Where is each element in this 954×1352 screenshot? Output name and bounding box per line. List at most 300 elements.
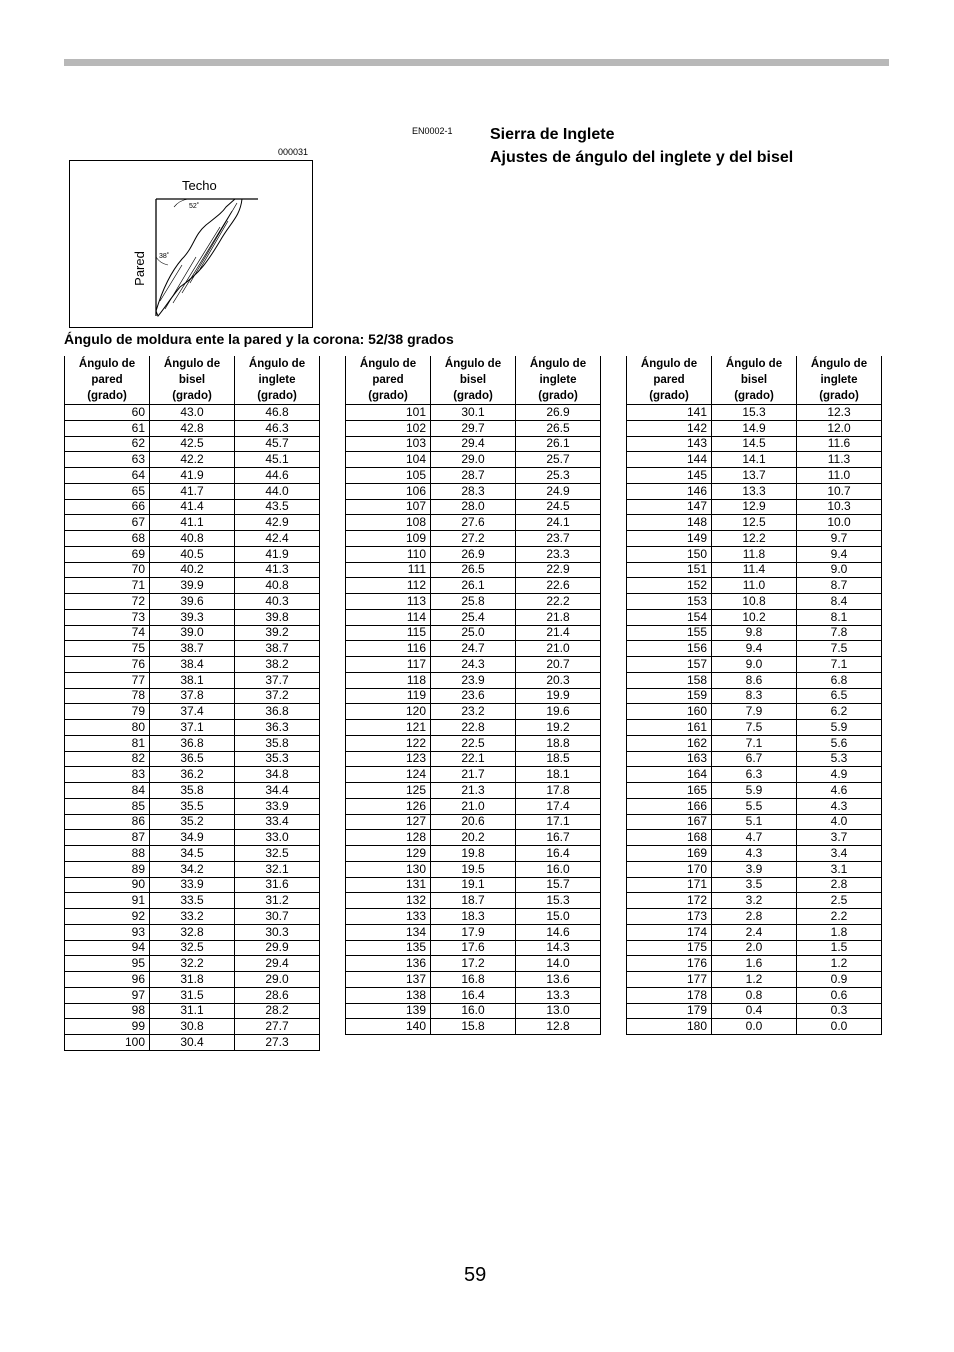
miter-angle-cell: 21.8 — [516, 609, 601, 625]
wall-angle-cell: 140 — [346, 1019, 431, 1035]
bevel-angle-cell: 12.2 — [712, 531, 797, 547]
wall-angle-cell: 116 — [346, 641, 431, 657]
bevel-angle-cell: 41.7 — [150, 483, 235, 499]
header-line: Ángulo de — [725, 358, 783, 370]
table-row — [627, 483, 882, 499]
wall-angle-cell: 100 — [65, 1035, 150, 1051]
bevel-angle-cell: 11.4 — [712, 562, 797, 578]
wall-angle-cell: 120 — [346, 704, 431, 720]
wall-angle-cell: 176 — [627, 956, 712, 972]
wall-angle-cell: 107 — [346, 499, 431, 515]
wall-angle-cell: 144 — [627, 452, 712, 468]
miter-angle-cell: 38.7 — [235, 641, 320, 657]
miter-angle-cell: 6.8 — [797, 672, 882, 688]
wall-angle-cell: 87 — [65, 830, 150, 846]
wall-angle-cell: 63 — [65, 452, 150, 468]
miter-angle-cell: 18.5 — [516, 751, 601, 767]
header-line: bisel — [740, 374, 768, 386]
bevel-angle-cell: 2.4 — [712, 924, 797, 940]
bevel-angle-cell: 34.2 — [150, 861, 235, 877]
miter-angle-cell: 45.7 — [235, 436, 320, 452]
wall-angle-cell: 153 — [627, 594, 712, 610]
table-row — [65, 578, 320, 594]
miter-angle-header — [797, 356, 882, 405]
bevel-angle-cell: 0.8 — [712, 987, 797, 1003]
bevel-angle-cell: 21.0 — [431, 798, 516, 814]
table-row — [627, 1003, 882, 1019]
wall-angle-cell: 68 — [65, 531, 150, 547]
miter-angle-cell: 29.4 — [235, 956, 320, 972]
table-row — [65, 720, 320, 736]
table-row — [346, 515, 601, 531]
miter-angle-cell: 32.5 — [235, 846, 320, 862]
wall-angle-cell: 169 — [627, 846, 712, 862]
miter-angle-cell: 25.3 — [516, 468, 601, 484]
bevel-angle-cell: 18.7 — [431, 893, 516, 909]
bevel-angle-cell: 8.3 — [712, 688, 797, 704]
miter-angle-cell: 24.1 — [516, 515, 601, 531]
table-row — [65, 657, 320, 673]
miter-angle-cell: 0.9 — [797, 972, 882, 988]
wall-angle-cell: 131 — [346, 877, 431, 893]
wall-angle-cell: 73 — [65, 609, 150, 625]
wall-angle-cell: 168 — [627, 830, 712, 846]
table-row — [346, 909, 601, 925]
wall-angle-cell: 142 — [627, 420, 712, 436]
bevel-angle-cell: 39.9 — [150, 578, 235, 594]
bevel-angle-cell: 5.5 — [712, 798, 797, 814]
header-line: (grado) — [87, 390, 127, 402]
table-row — [65, 1035, 320, 1051]
wall-angle-cell: 115 — [346, 625, 431, 641]
table-row — [627, 909, 882, 925]
bevel-angle-cell: 35.5 — [150, 798, 235, 814]
bevel-angle-cell: 12.5 — [712, 515, 797, 531]
table-row — [627, 704, 882, 720]
bevel-angle-header — [431, 356, 516, 405]
header-line: pared — [653, 374, 685, 386]
bevel-angle-cell: 19.1 — [431, 877, 516, 893]
wall-angle-cell: 132 — [346, 893, 431, 909]
bevel-angle-cell: 34.9 — [150, 830, 235, 846]
table-row — [65, 562, 320, 578]
wall-angle-cell: 103 — [346, 436, 431, 452]
miter-angle-cell: 22.6 — [516, 578, 601, 594]
miter-angle-cell: 9.7 — [797, 531, 882, 547]
header-line: inglete — [258, 374, 296, 386]
table-row — [346, 1019, 601, 1035]
table-row — [627, 452, 882, 468]
wall-angle-cell: 114 — [346, 609, 431, 625]
bevel-angle-cell: 36.2 — [150, 767, 235, 783]
table-row — [346, 830, 601, 846]
bevel-angle-cell: 27.2 — [431, 531, 516, 547]
bevel-angle-cell: 24.7 — [431, 641, 516, 657]
table-row — [65, 924, 320, 940]
table-row — [346, 672, 601, 688]
bevel-angle-cell: 17.6 — [431, 940, 516, 956]
bevel-angle-cell: 11.0 — [712, 578, 797, 594]
table-row — [65, 956, 320, 972]
wall-angle-cell: 150 — [627, 546, 712, 562]
table-row — [627, 1019, 882, 1035]
bevel-angle-cell: 0.4 — [712, 1003, 797, 1019]
wall-angle-cell: 127 — [346, 814, 431, 830]
table-row — [346, 452, 601, 468]
miter-angle-cell: 37.2 — [235, 688, 320, 704]
bevel-angle-cell: 24.3 — [431, 657, 516, 673]
table-row — [627, 405, 882, 421]
bevel-angle-cell: 10.2 — [712, 609, 797, 625]
table-row — [627, 735, 882, 751]
miter-angle-cell: 31.6 — [235, 877, 320, 893]
miter-angle-cell: 17.1 — [516, 814, 601, 830]
bevel-angle-cell: 40.8 — [150, 531, 235, 547]
bevel-angle-cell: 22.8 — [431, 720, 516, 736]
miter-angle-cell: 12.0 — [797, 420, 882, 436]
header-line: pared — [372, 374, 404, 386]
table-row — [65, 1019, 320, 1035]
table-row — [65, 783, 320, 799]
bevel-angle-cell: 26.9 — [431, 546, 516, 562]
miter-angle-cell: 29.0 — [235, 972, 320, 988]
table-row — [65, 751, 320, 767]
wall-angle-cell: 162 — [627, 735, 712, 751]
bevel-angle-cell: 7.1 — [712, 735, 797, 751]
table-row — [627, 783, 882, 799]
wall-angle-cell: 110 — [346, 546, 431, 562]
miter-angle-cell: 35.3 — [235, 751, 320, 767]
table-row — [65, 405, 320, 421]
miter-angle-cell: 22.2 — [516, 594, 601, 610]
bevel-angle-cell: 38.7 — [150, 641, 235, 657]
bevel-angle-cell: 27.6 — [431, 515, 516, 531]
wall-angle-cell: 170 — [627, 861, 712, 877]
wall-angle-cell: 178 — [627, 987, 712, 1003]
wall-angle-cell: 85 — [65, 798, 150, 814]
bevel-angle-cell: 42.8 — [150, 420, 235, 436]
table-row — [627, 972, 882, 988]
miter-angle-cell: 3.7 — [797, 830, 882, 846]
header-line: (grado) — [734, 390, 774, 402]
bevel-angle-cell: 22.1 — [431, 751, 516, 767]
wall-angle-cell: 173 — [627, 909, 712, 925]
table-row — [346, 657, 601, 673]
wall-angle-cell: 136 — [346, 956, 431, 972]
table-row — [65, 594, 320, 610]
miter-angle-cell: 16.7 — [516, 830, 601, 846]
bevel-angle-cell: 32.8 — [150, 924, 235, 940]
bevel-angle-cell: 22.5 — [431, 735, 516, 751]
wall-angle-cell: 135 — [346, 940, 431, 956]
wall-angle-cell: 65 — [65, 483, 150, 499]
miter-angle-cell: 10.7 — [797, 483, 882, 499]
bevel-angle-cell: 9.4 — [712, 641, 797, 657]
miter-angle-cell: 15.3 — [516, 893, 601, 909]
wall-angle-cell: 121 — [346, 720, 431, 736]
table-row — [627, 814, 882, 830]
bevel-angle-cell: 2.8 — [712, 909, 797, 925]
bevel-angle-cell: 2.0 — [712, 940, 797, 956]
miter-angle-cell: 3.4 — [797, 846, 882, 862]
miter-angle-cell: 17.8 — [516, 783, 601, 799]
table-row — [346, 562, 601, 578]
miter-angle-cell: 46.8 — [235, 405, 320, 421]
header-row — [627, 356, 882, 405]
wall-angle-cell: 106 — [346, 483, 431, 499]
table-row — [65, 767, 320, 783]
wall-angle-cell: 123 — [346, 751, 431, 767]
wall-angle-cell: 129 — [346, 846, 431, 862]
bevel-angle-cell: 14.9 — [712, 420, 797, 436]
bevel-angle-cell: 5.9 — [712, 783, 797, 799]
bevel-angle-cell: 42.2 — [150, 452, 235, 468]
wall-angle-cell: 152 — [627, 578, 712, 594]
table-row — [65, 452, 320, 468]
table-row — [627, 751, 882, 767]
table-row — [65, 735, 320, 751]
miter-angle-cell: 13.0 — [516, 1003, 601, 1019]
miter-angle-cell: 36.3 — [235, 720, 320, 736]
wall-angle-cell: 145 — [627, 468, 712, 484]
wall-angle-cell: 149 — [627, 531, 712, 547]
miter-angle-cell: 39.8 — [235, 609, 320, 625]
miter-angle-cell: 35.8 — [235, 735, 320, 751]
wall-angle-cell: 172 — [627, 893, 712, 909]
wall-angle-cell: 128 — [346, 830, 431, 846]
table-row — [65, 987, 320, 1003]
bevel-angle-cell: 35.8 — [150, 783, 235, 799]
miter-angle-cell: 26.1 — [516, 436, 601, 452]
miter-angle-cell: 11.3 — [797, 452, 882, 468]
table-row — [65, 1003, 320, 1019]
wall-angle-cell: 167 — [627, 814, 712, 830]
bevel-angle-cell: 26.1 — [431, 578, 516, 594]
table-row — [627, 562, 882, 578]
wall-angle-cell: 157 — [627, 657, 712, 673]
table-row — [346, 720, 601, 736]
wall-angle-cell: 61 — [65, 420, 150, 436]
section-title — [490, 123, 793, 169]
table-row — [346, 641, 601, 657]
wall-angle-cell: 102 — [346, 420, 431, 436]
miter-angle-cell: 16.4 — [516, 846, 601, 862]
header-line: (grado) — [368, 390, 408, 402]
wall-angle-cell: 72 — [65, 594, 150, 610]
miter-angle-cell: 30.7 — [235, 909, 320, 925]
bevel-angle-cell: 12.9 — [712, 499, 797, 515]
miter-angle-cell: 11.0 — [797, 468, 882, 484]
bevel-angle-cell: 4.3 — [712, 846, 797, 862]
wall-angle-cell: 179 — [627, 1003, 712, 1019]
miter-angle-cell: 2.8 — [797, 877, 882, 893]
wall-angle-cell: 141 — [627, 405, 712, 421]
table-row — [65, 798, 320, 814]
miter-angle-cell: 14.0 — [516, 956, 601, 972]
miter-angle-cell: 24.5 — [516, 499, 601, 515]
bevel-angle-cell: 36.5 — [150, 751, 235, 767]
miter-angle-cell: 20.3 — [516, 672, 601, 688]
miter-angle-cell: 4.6 — [797, 783, 882, 799]
table-row — [346, 783, 601, 799]
bevel-angle-cell: 17.2 — [431, 956, 516, 972]
angle-table-2 — [345, 356, 601, 1035]
header-line: (grado) — [172, 390, 212, 402]
bevel-angle-cell: 42.5 — [150, 436, 235, 452]
miter-angle-cell: 29.9 — [235, 940, 320, 956]
miter-angle-cell: 12.8 — [516, 1019, 601, 1035]
miter-angle-cell: 1.2 — [797, 956, 882, 972]
wall-angle-cell: 101 — [346, 405, 431, 421]
wall-angle-cell: 161 — [627, 720, 712, 736]
bevel-angle-cell: 14.5 — [712, 436, 797, 452]
table-row — [65, 625, 320, 641]
table-row — [346, 704, 601, 720]
miter-angle-cell: 7.5 — [797, 641, 882, 657]
miter-angle-cell: 8.1 — [797, 609, 882, 625]
miter-angle-cell: 33.9 — [235, 798, 320, 814]
table-row — [627, 499, 882, 515]
header-line: Ángulo de — [640, 358, 698, 370]
wall-angle-cell: 94 — [65, 940, 150, 956]
table-row — [627, 657, 882, 673]
miter-angle-cell: 2.2 — [797, 909, 882, 925]
miter-angle-cell: 2.5 — [797, 893, 882, 909]
bevel-angle-cell: 6.3 — [712, 767, 797, 783]
miter-angle-cell: 14.3 — [516, 940, 601, 956]
header-line: bisel — [178, 374, 206, 386]
header-line: (grado) — [819, 390, 859, 402]
table-row — [65, 846, 320, 862]
table-row — [65, 609, 320, 625]
table-row — [346, 688, 601, 704]
bevel-angle-cell: 32.2 — [150, 956, 235, 972]
table-row — [346, 625, 601, 641]
miter-angle-cell: 0.6 — [797, 987, 882, 1003]
bevel-angle-cell: 23.9 — [431, 672, 516, 688]
wall-angle-cell: 111 — [346, 562, 431, 578]
wall-angle-cell: 143 — [627, 436, 712, 452]
wall-angle-cell: 148 — [627, 515, 712, 531]
table-row — [627, 846, 882, 862]
table-row — [627, 420, 882, 436]
header-line: Ángulo de — [444, 358, 502, 370]
bevel-angle-cell: 40.2 — [150, 562, 235, 578]
miter-angle-cell: 4.0 — [797, 814, 882, 830]
wall-angle-cell: 118 — [346, 672, 431, 688]
miter-angle-cell: 10.3 — [797, 499, 882, 515]
table-row — [627, 578, 882, 594]
table-caption: Ángulo de moldura ente la pared y la corona: 52/38 grados — [64, 331, 454, 347]
wall-angle-cell: 91 — [65, 893, 150, 909]
miter-angle-cell: 26.9 — [516, 405, 601, 421]
header-row — [346, 356, 601, 405]
miter-angle-cell: 42.9 — [235, 515, 320, 531]
miter-angle-cell: 26.5 — [516, 420, 601, 436]
wall-angle-cell: 97 — [65, 987, 150, 1003]
table-row — [65, 972, 320, 988]
table-row — [65, 483, 320, 499]
miter-angle-cell: 21.4 — [516, 625, 601, 641]
miter-angle-cell: 0.3 — [797, 1003, 882, 1019]
wall-angle-header — [65, 356, 150, 405]
bevel-angle-cell: 30.8 — [150, 1019, 235, 1035]
bevel-angle-cell: 39.6 — [150, 594, 235, 610]
miter-angle-cell: 44.0 — [235, 483, 320, 499]
wall-angle-cell: 154 — [627, 609, 712, 625]
bevel-angle-cell: 19.8 — [431, 846, 516, 862]
wall-angle-cell: 138 — [346, 987, 431, 1003]
table-row — [627, 688, 882, 704]
miter-angle-cell: 18.1 — [516, 767, 601, 783]
wall-angle-cell: 151 — [627, 562, 712, 578]
bevel-angle-cell: 15.8 — [431, 1019, 516, 1035]
wall-angle-cell: 77 — [65, 672, 150, 688]
miter-angle-cell: 4.3 — [797, 798, 882, 814]
wall-angle-cell: 75 — [65, 641, 150, 657]
table-row — [346, 483, 601, 499]
miter-angle-cell: 7.8 — [797, 625, 882, 641]
table-row — [627, 515, 882, 531]
table-row — [627, 861, 882, 877]
wall-angle-cell: 99 — [65, 1019, 150, 1035]
wall-angle-cell: 89 — [65, 861, 150, 877]
angle-bottom-label: 38˚ — [159, 253, 170, 260]
table-row — [627, 531, 882, 547]
bevel-angle-cell: 7.5 — [712, 720, 797, 736]
miter-angle-cell: 25.7 — [516, 452, 601, 468]
wall-angle-cell: 82 — [65, 751, 150, 767]
bevel-angle-cell: 3.5 — [712, 877, 797, 893]
wall-angle-cell: 137 — [346, 972, 431, 988]
miter-angle-cell: 27.7 — [235, 1019, 320, 1035]
miter-angle-cell: 42.4 — [235, 531, 320, 547]
header-line: Ángulo de — [359, 358, 417, 370]
miter-angle-cell: 19.2 — [516, 720, 601, 736]
table-row — [627, 830, 882, 846]
miter-angle-cell: 1.5 — [797, 940, 882, 956]
miter-angle-cell: 23.7 — [516, 531, 601, 547]
bevel-angle-cell: 16.8 — [431, 972, 516, 988]
bevel-angle-cell: 14.1 — [712, 452, 797, 468]
bevel-angle-cell: 28.3 — [431, 483, 516, 499]
wall-angle-cell: 86 — [65, 814, 150, 830]
miter-angle-cell: 23.3 — [516, 546, 601, 562]
table-row — [65, 641, 320, 657]
table-row — [65, 909, 320, 925]
wall-angle-cell: 109 — [346, 531, 431, 547]
miter-angle-cell: 44.6 — [235, 468, 320, 484]
table-row — [346, 940, 601, 956]
miter-angle-cell: 6.5 — [797, 688, 882, 704]
miter-angle-cell: 8.7 — [797, 578, 882, 594]
miter-angle-cell: 7.1 — [797, 657, 882, 673]
bevel-angle-cell: 11.8 — [712, 546, 797, 562]
wall-angle-cell: 134 — [346, 924, 431, 940]
header-line: Ángulo de — [78, 358, 136, 370]
bevel-angle-cell: 20.2 — [431, 830, 516, 846]
wall-angle-cell: 95 — [65, 956, 150, 972]
wall-angle-cell: 130 — [346, 861, 431, 877]
wall-angle-cell: 155 — [627, 625, 712, 641]
bevel-angle-cell: 31.5 — [150, 987, 235, 1003]
miter-angle-cell: 33.4 — [235, 814, 320, 830]
wall-angle-cell: 69 — [65, 546, 150, 562]
miter-angle-cell: 3.1 — [797, 861, 882, 877]
wall-angle-cell: 105 — [346, 468, 431, 484]
table-row — [346, 861, 601, 877]
table-row — [627, 956, 882, 972]
